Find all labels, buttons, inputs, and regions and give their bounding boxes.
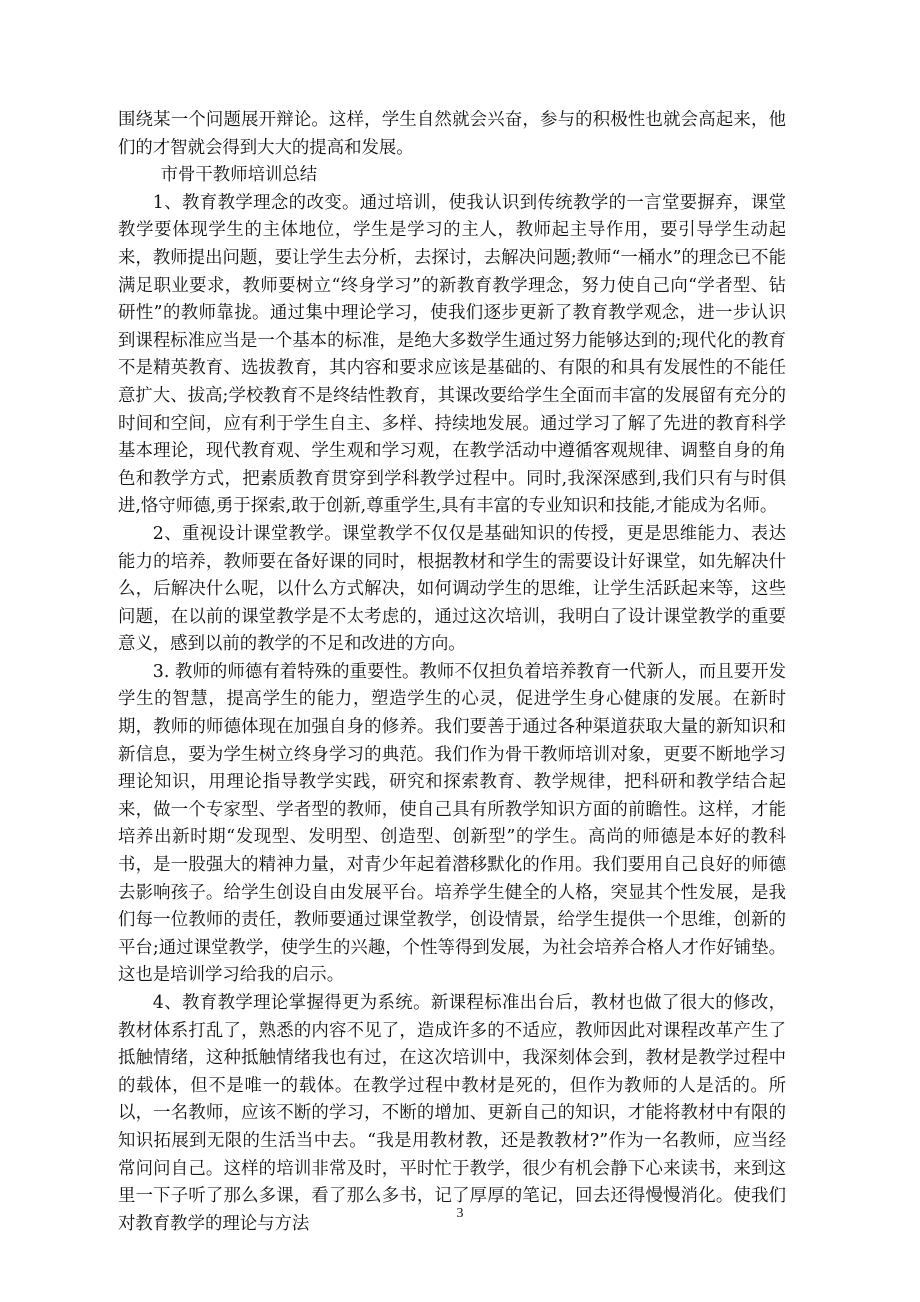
paragraph-4: 4、教育教学理论掌握得更为系统。新课程标准出台后，教材也做了很大的修改，教材体系打乱了，熟悉的内容不见了，造成许多的不适应，教师因此对课程改革产生了抵触情绪，这种抵触情绪我也有过，在这次培训中，我深刻体会到，教材是教学过程中的载体，但不是唯一的载体。在教学过程中教材是死的，但作为教师的人是活的。所以，一名教师，应该不断的学习，不断的增加、更新自己的知识，才能将教材中有限的知识拓展到无限的生活当中去。“我是用教材教，还是教教材?”作为一名教师，应当经常问问自己。这样的培训非常及时，平时忙于教学，很少有机会静下心来读书，来到这里一下子听了那么多课，看了那么多书，记了厚厚的笔记，回去还得慢慢消化。使我们对教育教学的理论与方法 bbox=[118, 993, 786, 1234]
document-body bbox=[118, 107, 786, 1238]
paragraph-3: 3. 教师的师德有着特殊的重要性。教师不仅担负着培养教育一代新人，而且要开发学生的智慧，提高学生的能力，塑造学生的心灵，促进学生身心健康的发展。在新时期，教师的师德体现在加强自身的修养。我们要善于通过各种渠道获取大量的新知识和新信息，要为学生树立终身学习的典范。我们作为骨干教师培训对象，更要不断地学习理论知识，用理论指导教学实践，研究和探索教育、教学规律，把科研和教学结合起来，做一个专家型、学者型的教师，使自己具有所教学知识方面的前瞻性。这样，才能培养出新时期“发现型、发明型、创造型、创新型”的学生。高尚的师德是本好的教科书，是一股强大的精神力量，对青少年起着潜移默化的作用。我们要用自己良好的师德去影响孩子。给学生创设自由发展平台。培养学生健全的人格，突显其个性发展，是我们每一位教师的责任，教师要通过课堂教学，创设情景，给学生提供一个思维，创新的平台;通过课堂教学，使学生的兴趣，个性等得到发展，为社会培养合格人才作好铺垫。这也是培训学习给我的启示。 bbox=[118, 661, 786, 986]
paragraph-1: 1、教育教学理念的改变。通过培训，使我认识到传统教学的一言堂要摒弃，课堂教学要体现学生的主体地位，学生是学习的主人，教师起主导作用，要引导学生动起来，教师提出问题，要让学生去分析，去探讨，去解决问题;教师“一桶水”的理念已不能满足职业要求，教师要树立“终身学习”的新教育教学理念，努力使自己向“学者型、钻研性”的教师靠拢。通过集中理论学习，使我们逐步更新了教育教学观念，进一步认识到课程标准应当是一个基本的标准，是绝大多数学生通过努力能够达到的;现代化的教育不是精英教育、选拔教育，其内容和要求应该是基础的、有限的和具有发展性的不能任意扩大、拔高;学校教育不是终结性教育，其课改要给学生全面而丰富的发展留有充分的时间和空间，应有利于学生自主、多样、持续地发展。通过学习了解了先进的教育科学基本理论，现代教育观、学生观和学习观，在教学活动中遵循客观规律、调整自身的角色和教学方式，把素质教育贯穿到学科教学过程中。同时,我深深感到,我们只有与时俱进,恪守师德,勇于探索,敢于创新,尊重学生,具有丰富的专业知识和技能,才能成为名师。 bbox=[118, 192, 786, 517]
paragraph-2: 2、重视设计课堂教学。课堂教学不仅仅是基础知识的传授，更是思维能力、表达能力的培养，教师要在备好课的同时，根据教材和学生的需要设计好课堂，如先解决什么，后解决什么呢，以什么方式解决，如何调动学生的思维，让学生活跃起来等，这些问题，在以前的课堂教学是不太考虑的，通过这次培训，我明白了设计课堂教学的重要意义，感到以前的教学的不足和改进的方向。 bbox=[118, 523, 786, 655]
section-title: 市骨干教师培训总结 bbox=[160, 165, 318, 186]
opening-paragraph: 围绕某一个问题展开辩论。这样，学生自然就会兴奋，参与的积极性也就会高起来，他们的才智就会得到大大的提高和发展。 bbox=[118, 110, 786, 158]
page-number: 3 bbox=[456, 1206, 464, 1221]
